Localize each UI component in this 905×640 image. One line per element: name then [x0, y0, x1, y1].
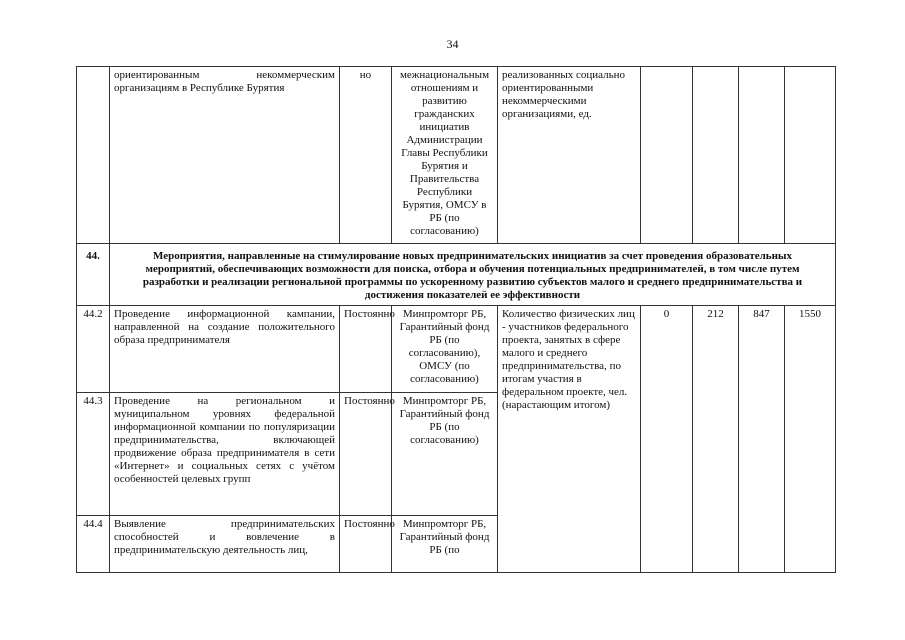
section-number: 44.: [77, 244, 110, 306]
executor-cell: Минпромторг РБ, Гарантийный фонд РБ (по согласованию), ОМСУ (по согласованию): [392, 306, 498, 393]
activity-text: Выявление предпринимательских способностей и вовлечение в предпринимательскую деятельность лиц,: [110, 516, 340, 573]
indicator-value-3: 1550: [785, 306, 836, 573]
page-number: 34: [446, 37, 459, 51]
indicator-value-1: 212: [693, 306, 739, 573]
indicator-cell: Количество физических лиц - участников федерального проекта, занятых в сфере малого и среднего предпринимательства, по итогам участия в федеральном проекте, чел. (нарастающим итогом): [498, 306, 641, 573]
section-title: Мероприятия, направленные на стимулирование новых предпринимательских инициатив за счет проведения образовательных мероприятий, обеспечивающих возможности для поиска, отбора и обучения потенциальных предпринимателей, в том числе путем разработки и реализации региональной программы по ускоренному развитию субъектов малого и среднего предпринимательства и достижения показателей ее эффективности: [110, 244, 836, 306]
executor-cell: межнациональным отношениям и развитию гражданских инициатив Администрации Главы Республики Бурятия и Правительства Республики Бурятия, ОМСУ в РБ (по согласованию): [392, 67, 498, 244]
table-row: [77, 306, 836, 393]
activity-text: Проведение информационной кампании, направленной на создание положительного образа предпринимателя: [110, 306, 340, 393]
row-number: 44.4: [77, 516, 110, 573]
term-cell: Постоянно: [340, 516, 392, 573]
executor-cell: Минпромторг РБ, Гарантийный фонд РБ (по: [392, 516, 498, 573]
term-cell: Постоянно: [340, 306, 392, 393]
row-number: 44.2: [77, 306, 110, 393]
activity-text: ориентированным некоммерческим организациям в Республике Бурятия: [110, 67, 340, 244]
indicator-value-0: 0: [641, 306, 693, 573]
row-number: 44.3: [77, 393, 110, 516]
executor-cell: Минпромторг РБ, Гарантийный фонд РБ (по согласованию): [392, 393, 498, 516]
section-row: [77, 244, 836, 306]
term-cell: Постоянно: [340, 393, 392, 516]
plan-table: [76, 66, 836, 573]
activity-text: Проведение на региональном и муниципальном уровнях федеральной информационной компании по популяризации предпринимательства, включающей продвижение образа предпринимателя в сети «Интернет» и социальных сетях с учётом особенностей целевых групп: [110, 393, 340, 516]
term-cell: но: [340, 67, 392, 244]
indicator-value-2: 847: [739, 306, 785, 573]
continued-row: [77, 67, 836, 244]
indicator-cell: реализованных социально ориентированными некоммерческими организациями, ед.: [498, 67, 641, 244]
